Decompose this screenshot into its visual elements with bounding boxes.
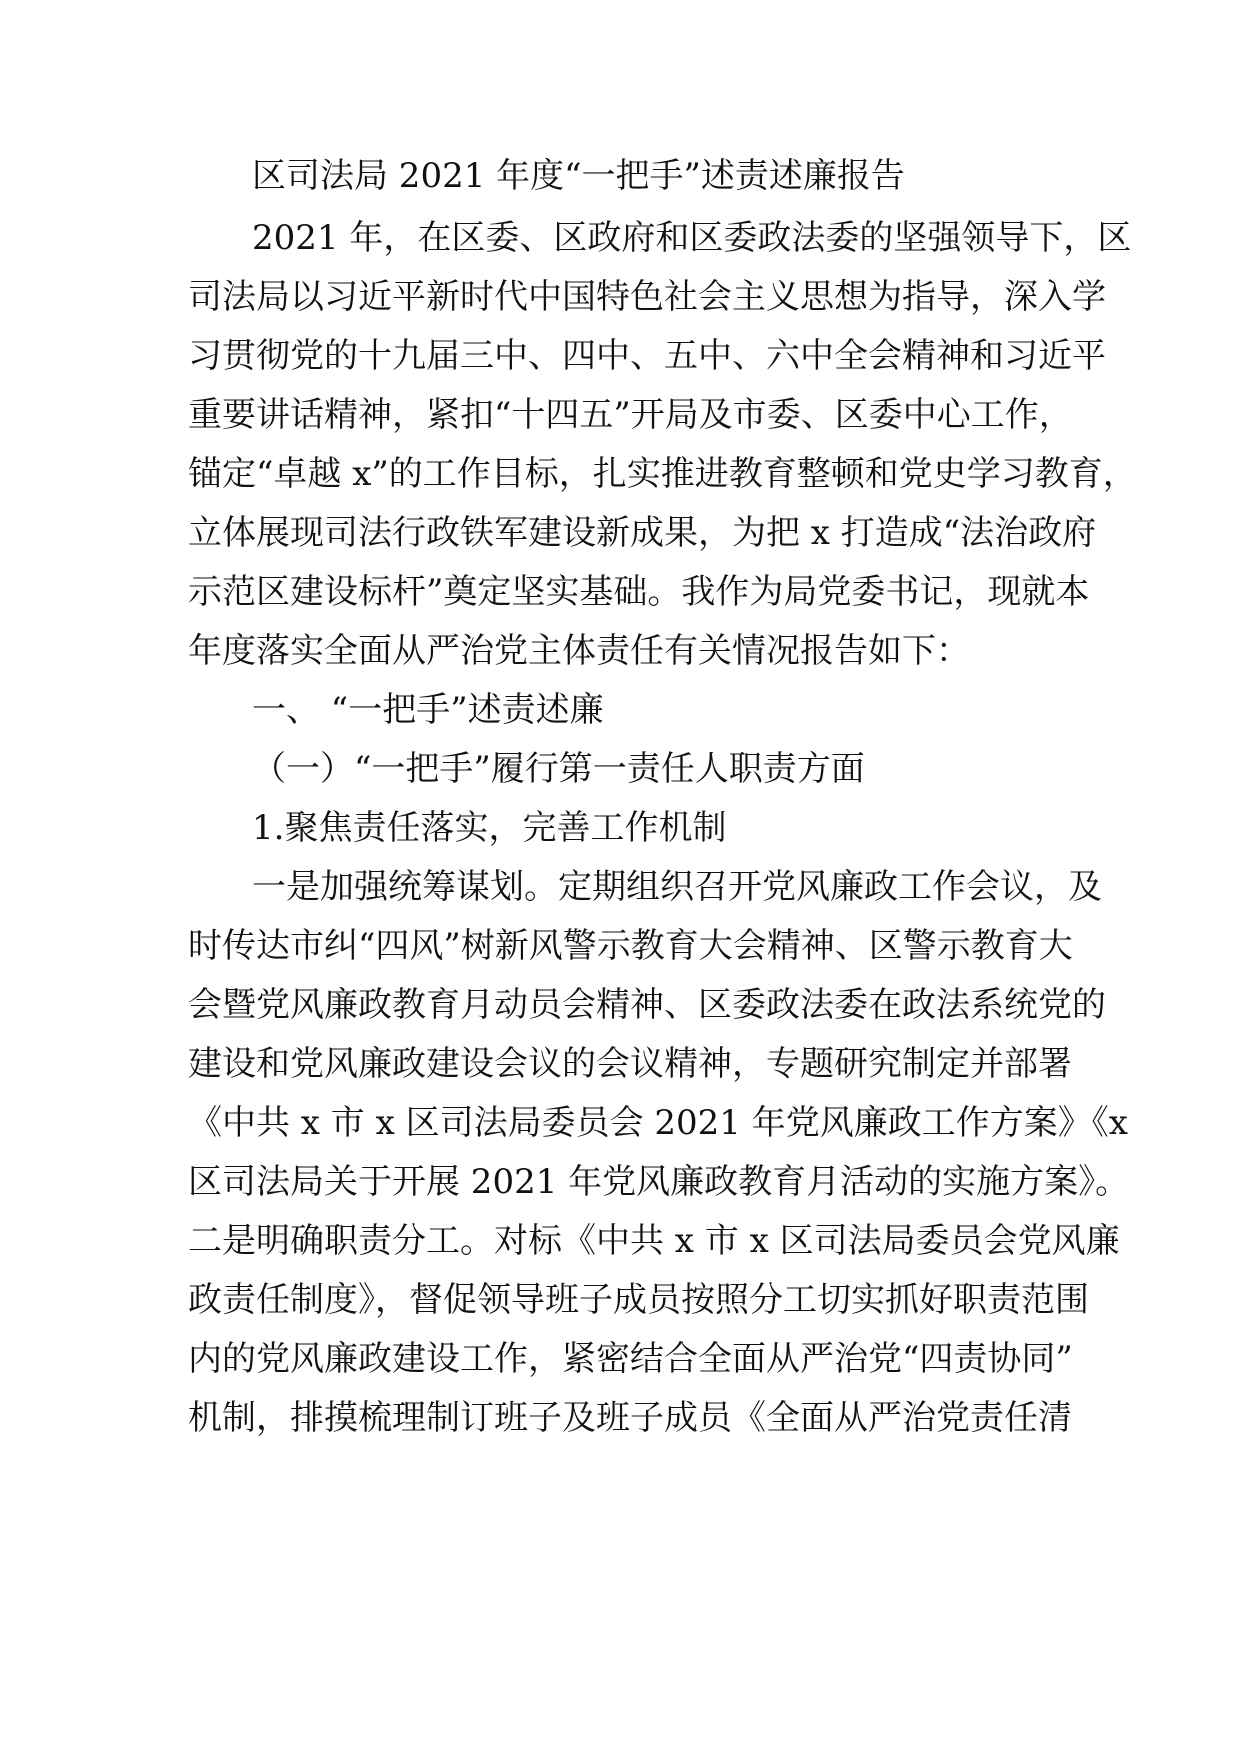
paragraph-line: 2021 年，在区委、区政府和区委政法委的坚强领导下，区: [252, 218, 1132, 258]
paragraph-line: 机制，排摸梳理制订班子及班子成员《全面从严治党责任清: [188, 1398, 1072, 1438]
paragraph-line: 示范区建设标杆”奠定坚实基础。我作为局党委书记，现就本: [188, 572, 1090, 612]
paragraph-line: 政责任制度》，督促领导班子成员按照分工切实抓好职责范围: [188, 1280, 1089, 1320]
section-heading: 一、 “一把手”述责述廉: [252, 690, 604, 730]
paragraph-line: 立体展现司法行政铁军建设新成果，为把 x 打造成“法治政府: [188, 513, 1097, 553]
paragraph-line: 《中共 x 市 x 区司法局委员会 2021 年党风廉政工作方案》《x: [188, 1103, 1128, 1143]
paragraph-line: 习贯彻党的十九届三中、四中、五中、六中全会精神和习近平: [188, 336, 1106, 376]
paragraph-line: 司法局以习近平新时代中国特色社会主义思想为指导，深入学: [188, 277, 1106, 317]
paragraph-line: 锚定“卓越 x”的工作目标，扎实推进教育整顿和党史学习教育，: [188, 454, 1137, 494]
paragraph-line: 会暨党风廉政教育月动员会精神、区委政法委在政法系统党的: [188, 985, 1106, 1025]
paragraph-line: 一是加强统筹谋划。定期组织召开党风廉政工作会议，及: [252, 867, 1102, 907]
paragraph-line: 时传达市纠“四风”树新风警示教育大会精神、区警示教育大: [188, 926, 1073, 966]
document-title: 区司法局 2021 年度“一把手”述责述廉报告: [252, 156, 905, 196]
paragraph-line: 重要讲话精神，紧扣“十四五”开局及市委、区委中心工作，: [188, 395, 1073, 435]
paragraph-line: 年度落实全面从严治党主体责任有关情况报告如下：: [188, 631, 970, 671]
item-heading: 1.聚焦责任落实，完善工作机制: [252, 808, 727, 848]
subsection-heading: （一）“一把手”履行第一责任人职责方面: [252, 749, 865, 789]
paragraph-line: 内的党风廉政建设工作，紧密结合全面从严治党“四责协同”: [188, 1339, 1073, 1379]
paragraph-line: 区司法局关于开展 2021 年党风廉政教育月活动的实施方案》。: [188, 1162, 1130, 1202]
paragraph-line: 建设和党风廉政建设会议的会议精神，专题研究制定并部署: [188, 1044, 1072, 1084]
paragraph-line: 二是明确职责分工。对标《中共 x 市 x 区司法局委员会党风廉: [188, 1221, 1120, 1261]
